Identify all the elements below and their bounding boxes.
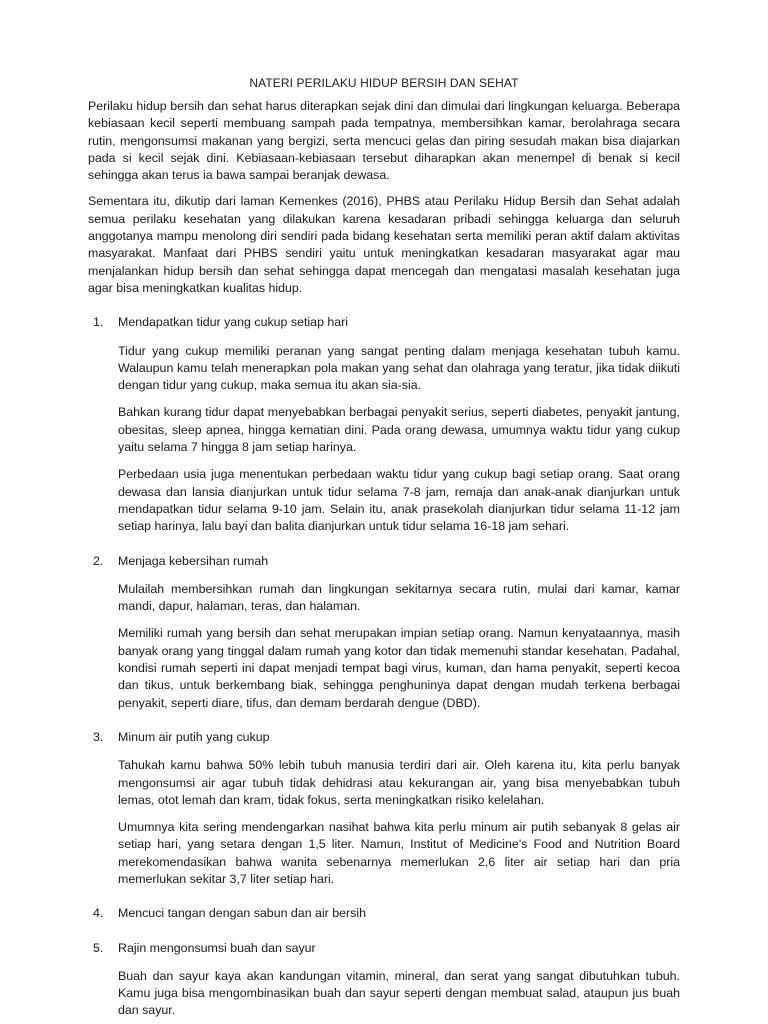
- list-item-body: [118, 343, 680, 536]
- item-paragraph: Bahkan kurang tidur dapat menyebabkan berbagai penyakit serius, seperti diabetes, penyakit jantung, obesitas, sleep apnea, hingga kematian dini. Pada orang dewasa, umumnya waktu tidur yang cukup yaitu selama 7 hingga 8 jam setiap harinya.: [118, 405, 680, 455]
- list-item: [88, 905, 680, 922]
- list-heading-text: Minum air putih yang cukup: [118, 729, 270, 744]
- list-number: 2.: [93, 553, 104, 568]
- document-page: [88, 0, 680, 1020]
- list-item-heading: [88, 905, 680, 922]
- list-item-body: [118, 968, 680, 1020]
- item-paragraph: Tidur yang cukup memiliki peranan yang sangat penting dalam menjaga kesehatan tubuh kamu. Walaupun kamu telah menerapkan pola makan yang sehat dan olahraga yang teratur, jika tidak diikuti dengan tidur yang cukup, maka semua itu akan sia-sia.: [118, 343, 680, 393]
- list-item-body: [118, 581, 680, 712]
- list-item-heading: [88, 553, 680, 570]
- list-number: 4.: [93, 906, 104, 921]
- list-heading-text: Mendapatkan tidur yang cukup setiap hari: [118, 315, 349, 330]
- list-heading-text: Menjaga kebersihan rumah: [118, 553, 269, 568]
- list-item: [88, 314, 680, 535]
- list-item-body: [118, 757, 680, 888]
- numbered-list: [88, 314, 680, 1020]
- list-heading-text: Rajin mengonsumsi buah dan sayur: [118, 940, 316, 955]
- list-item-heading: [88, 940, 680, 957]
- list-number: 1.: [93, 315, 104, 330]
- item-paragraph: Memiliki rumah yang bersih dan sehat merupakan impian setiap orang. Namun kenyataannya, masih banyak orang yang tinggal dalam rumah yang kotor dan tidak memenuhi standar kesehatan. Padahal, kondisi rumah seperti ini dapat menjadi tempat bagi virus, kuman, dan hama penyakit, seperti kecoa dan tikus, untuk berkembang biak, sehingga penghuninya dapat dengan mudah terkena berbagai penyakit, seperti diare, tifus, dan demam berdarah dengue (DBD).: [118, 626, 680, 710]
- item-paragraph: Umumnya kita sering mendengarkan nasihat bahwa kita perlu minum air putih sebanyak 8 gelas air setiap hari, yang setara dengan 1,5 liter. Namun, Institut of Medicine's Food and Nutrition Board merekomendasikan bahwa wanita sebenarnya memerlukan 2,6 liter air setiap hari dan pria memerlukan sekitar 3,7 liter setiap hari.: [118, 820, 680, 886]
- item-paragraph: Perbedaan usia juga menentukan perbedaan waktu tidur yang cukup bagi setiap orang. Saat orang dewasa dan lansia dianjurkan untuk tidur selama 7-8 jam, remaja dan anak-anak dianjurkan untuk mendapatkan tidur selama 9-10 jam. Selain itu, anak prasekolah dianjurkan tidur selama 11-12 jam setiap harinya, lalu bayi dan balita dianjurkan untuk tidur selama 16-18 jam sehari.: [118, 467, 680, 534]
- list-item-heading: [88, 314, 680, 331]
- item-paragraph: Tahukah kamu bahwa 50% lebih tubuh manusia terdiri dari air. Oleh karena itu, kita perlu banyak mengonsumsi air agar tubuh tidak dehidrasi atau kekurangan air, yang bisa menyebabkan tubuh lemas, otot lemah dan kram, tidak fokus, serta meningkatkan risiko kelelahan.: [118, 758, 680, 807]
- list-heading-text: Mencuci tangan dengan sabun dan air bersih: [118, 906, 366, 921]
- item-paragraph: Mulailah membersihkan rumah dan lingkungan sekitarnya secara rutin, mulai dari kamar, kamar mandi, dapur, halaman, teras, dan halaman.: [118, 581, 680, 614]
- list-item: [88, 553, 680, 712]
- item-paragraph: Buah dan sayur kaya akan kandungan vitamin, mineral, dan serat yang sangat dibutuhkan tubuh. Kamu juga bisa mengombinasikan buah dan sayur seperti dengan membuat salad, ataupun jus buah dan sayur.: [118, 968, 680, 1018]
- document-title: NATERI PERILAKU HIDUP BERSIH DAN SEHAT: [249, 76, 519, 90]
- list-number: 5.: [93, 940, 104, 955]
- intro-paragraph-2: Sementara itu, dikutip dari laman Kemenkes (2016), PHBS atau Perilaku Hidup Bersih dan Sehat adalah semua perilaku kesehatan yang dilakukan karena kesadaran pribadi sehingga keluarga dan seluruh anggotanya mampu menolong diri sendiri pada bidang kesehatan serta memiliki peran aktif dalam aktivitas masyarakat. Manfaat dari PHBS sendiri yaitu untuk meningkatkan kesadaran masyarakat agar mau menjalankan hidup bersih dan sehat sehingga dapat mencegah dan mengatasi masalah kesehatan juga agar bisa meningkatkan kualitas hidup.: [88, 194, 680, 295]
- list-item: [88, 940, 680, 1020]
- list-item: [88, 729, 680, 888]
- list-number: 3.: [93, 729, 104, 744]
- intro-paragraph-1: Perilaku hidup bersih dan sehat harus diterapkan sejak dini dan dimulai dari lingkungan keluarga. Beberapa kebiasaan kecil seperti membuang sampah pada tempatnya, membersihkan kamar, berolahraga secara rutin, mengonsumsi makanan yang bergizi, serta mencuci gelas dan piring sesudah makan bisa diajarkan pada si kecil sejak dini. Kebiasaan-kebiasaan tersebut diharapkan akan menempel di benak si kecil sehingga akan terus ia bawa sampai beranjak dewasa.: [88, 99, 680, 183]
- list-item-heading: [88, 729, 680, 746]
